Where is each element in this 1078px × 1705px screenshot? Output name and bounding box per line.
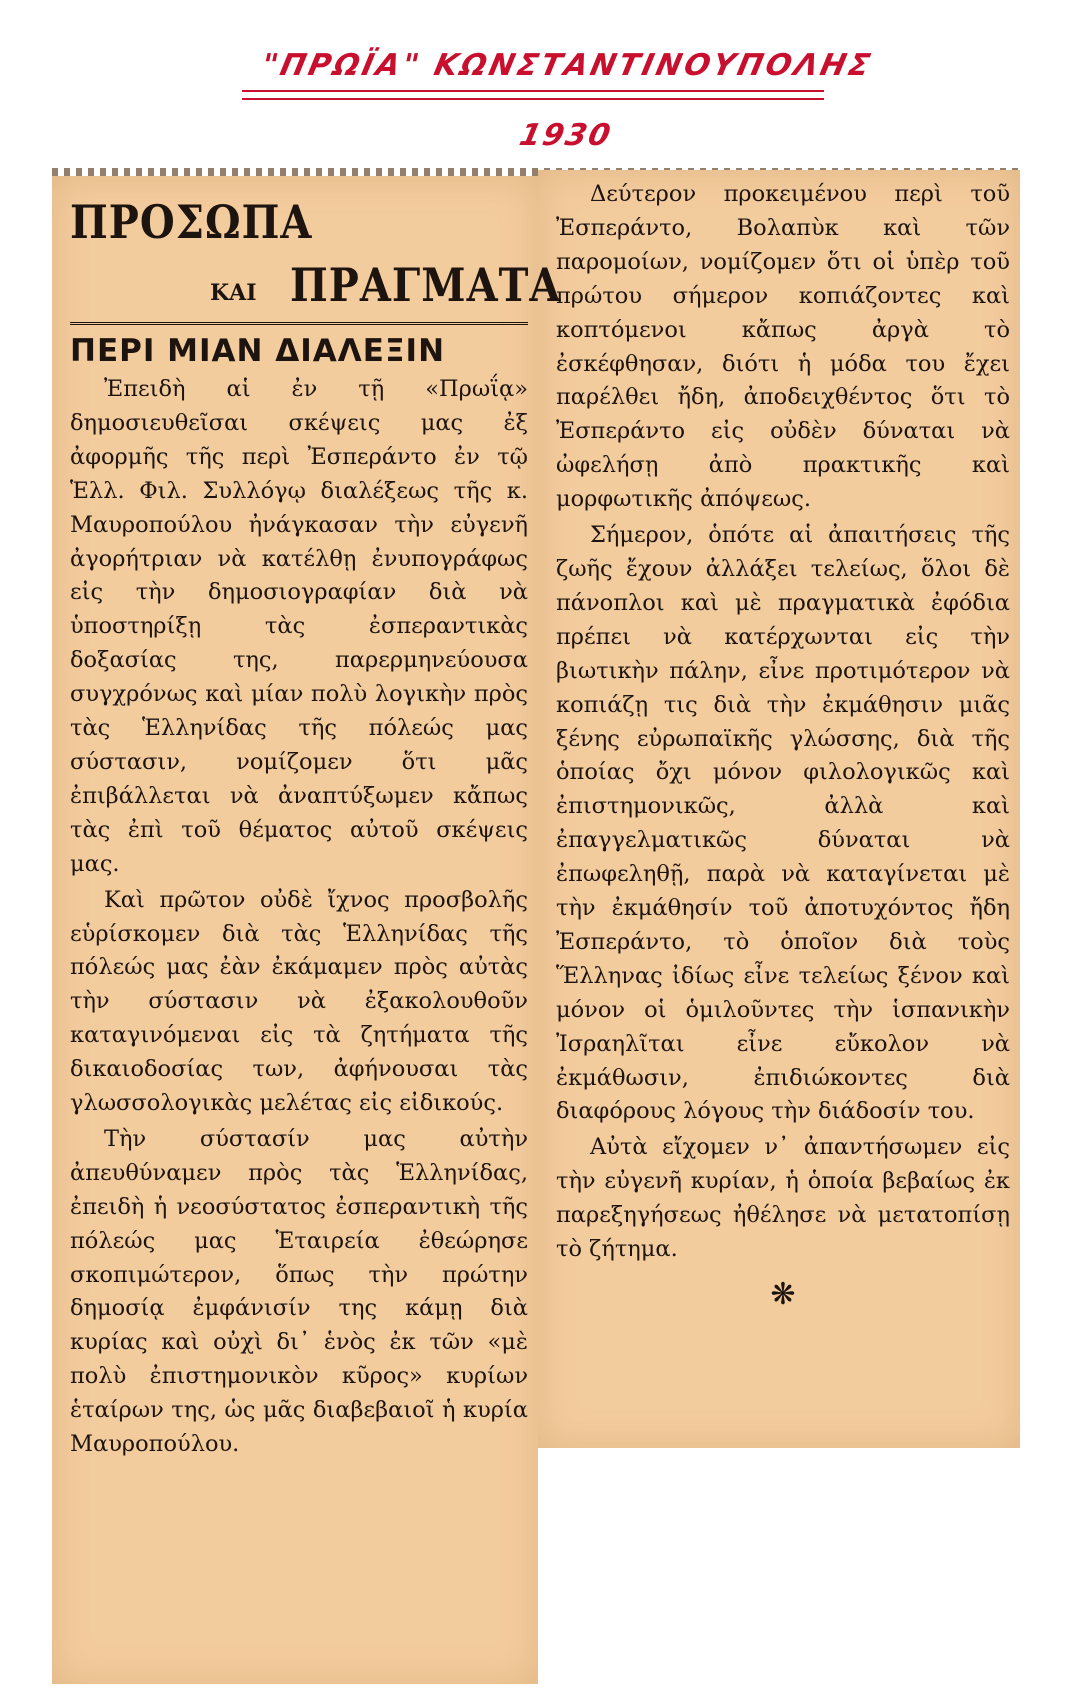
end-ornament-icon: ❋ <box>770 1277 796 1312</box>
heading-prosopa: ΠΡΟΣΩΠΑ <box>70 195 313 250</box>
heading-row-2 <box>70 254 562 320</box>
article-subheading: ΠΕΡΙ ΜΙΑΝ ΔΙΑΛΕΞΙΝ <box>70 333 446 369</box>
annotation-underline-2 <box>242 98 824 100</box>
left-paragraph-1: Ἐπειδὴ αἱ ἐν τῇ «Πρωΐᾳ» δημοσιευθεῖσαι σκέψεις μας ἐξ ἀφορμῆς τῆς περὶ Ἐσπεράντο ἐν τῷ Ἑλλ. Φιλ. Συλλόγῳ διαλέξεως τῆς κ. Μαυροπούλου ἠνάγκασαν τὴν εὐγενῆ ἀγορήτριαν νὰ κατέλθῃ ἐνυπογράφως εἰς τὴν δημοσιογραφίαν διὰ νὰ ὑποστηρίξῃ τὰς ἐσπεραντικὰς δοξασίας της, παρερμηνεύουσα συγχρόνως καὶ μίαν πολὺ λογικὴν πρὸς τὰς Ἑλληνίδας τῆς πόλεώς μας σύστασιν, νομίζομεν ὅτι μᾶς ἐπιβάλλεται νὰ ἀναπτύξωμεν κἄπως τὰς ἐπὶ τοῦ θέματος αὐτοῦ σκέψεις μας. <box>70 376 528 877</box>
right-paragraph-2: Σήμερον, ὁπότε αἱ ἀπαιτήσεις τῆς ζωῆς ἔχουν ἀλλάξει τελείως, ὅλοι δὲ πάνοπλοι καὶ μὲ πραγματικὰ ἐφόδια πρέπει νὰ κατέρχωνται εἰς τὴν βιωτικὴν πάλην, εἶνε προτιμότερον νὰ κοπιάζῃ τις διὰ τὴν ἐκμάθησιν μιᾶς ξένης εὐρωπαϊκῆς γλώσσης, διὰ τῆς ὁποίας ὄχι μόνον φιλολογικῶς καὶ ἐπιστημονικῶς, ἀλλὰ καὶ ἐπαγγελματικῶς δύναται νὰ ἐπωφεληθῇ, παρὰ νὰ καταγίνεται μὲ τὴν ἐκμάθησίν τοῦ ἀποτυχόντος ἤδη Ἐσπεράντο, τὸ ὁποῖον διὰ τοὺς Ἕλληνας ἰδίως εἶνε τελείως ξένον καὶ μόνον οἱ ὁμιλοῦντες τὴν ἱσπανικὴν Ἰσραηλῖται εἶνε εὔκολον νὰ ἐκμάθωσιν, ἐπιδιώκοντες διὰ διαφόρους λόγους τὴν διάδοσίν του. <box>556 522 1010 1125</box>
left-paragraph-2: Καὶ πρῶτον οὐδὲ ἴχνος προσβολῆς εὑρίσκομεν διὰ τὰς Ἑλληνίδας τῆς πόλεώς μας ἐὰν ἐκάμαμεν πρὸς αὐτὰς τὴν σύστασιν νὰ ἐξακολουθοῦν καταγινόμεναι εἰς τὰ ζητήματα τῆς δικαιοδοσίας των, ἀφήνουσαι τὰς γλωσσολογικὰς μελέτας εἰς εἰδικούς. <box>70 886 528 1117</box>
heading-rule <box>70 322 528 325</box>
article-left-column <box>70 186 562 1462</box>
handwritten-year: 1930 <box>516 118 616 153</box>
right-paragraph-1: Δεύτερον προκειμένου περὶ τοῦ Ἐσπεράντο, Βολαπὺκ καὶ τῶν παρομοίων, νομίζομεν ὅτι οἱ ὑπὲρ τοῦ πρώτου σήμερον κοπιάζοντες καὶ κοπτόμενοι κἄπως ἀργὰ τὸ ἐσκέφθησαν, διότι ἡ μόδα του ἔχει παρέλθει ἤδη, ἀποδειχθέντος ὅτι τὸ Ἐσπεράντο εἰς οὐδὲν δύναται νὰ ὠφελήσῃ ἀπὸ πρακτικῆς καὶ μορφωτικῆς ἀπόψεως. <box>556 181 1010 513</box>
left-paragraph-3: Τὴν σύστασίν μας αὐτὴν ἀπευθύναμεν πρὸς τὰς Ἑλληνίδας, ἐπειδὴ ἡ νεοσύστατος ἐσπεραντικὴ τῆς πόλεώς μας Ἑταιρεία ἐθεώρησε σκοπιμώτερον, ὅπως τὴν πρώτην δημοσίᾳ ἐμφάνισίν της κάμῃ διὰ κυρίας καὶ οὐχὶ δι᾽ ἑνὸς ἐκ τῶν «μὲ πολὺ ἐπιστημονικὸν κῦρος» κυρίων ἑταίρων της, ὡς μᾶς διαβεβαιοῖ ἡ κυρία Μαυροπούλου. <box>70 1125 528 1458</box>
heading-pragmata: ΠΡΑΓΜΑΤΑ <box>290 258 562 313</box>
annotation-underline-1 <box>242 90 824 92</box>
heading-kai: ΚΑΙ <box>210 280 257 306</box>
right-paragraph-3: Αὐτὰ εἴχομεν ν᾽ ἀπαντήσωμεν εἰς τὴν εὐγενῆ κυρίαν, ἡ ὁποία βεβαίως ἐκ παρεξηγήσεως ἠθέλησε νὰ μετατοπίσῃ τὸ ζήτημα. <box>556 1134 1010 1263</box>
article-right-column <box>556 178 1010 1312</box>
handwritten-source-note: "ΠΡΩΪΑ" ΚΩΝΣΤΑΝΤΙΝΟΥΠΟΛΗΣ <box>258 48 876 83</box>
